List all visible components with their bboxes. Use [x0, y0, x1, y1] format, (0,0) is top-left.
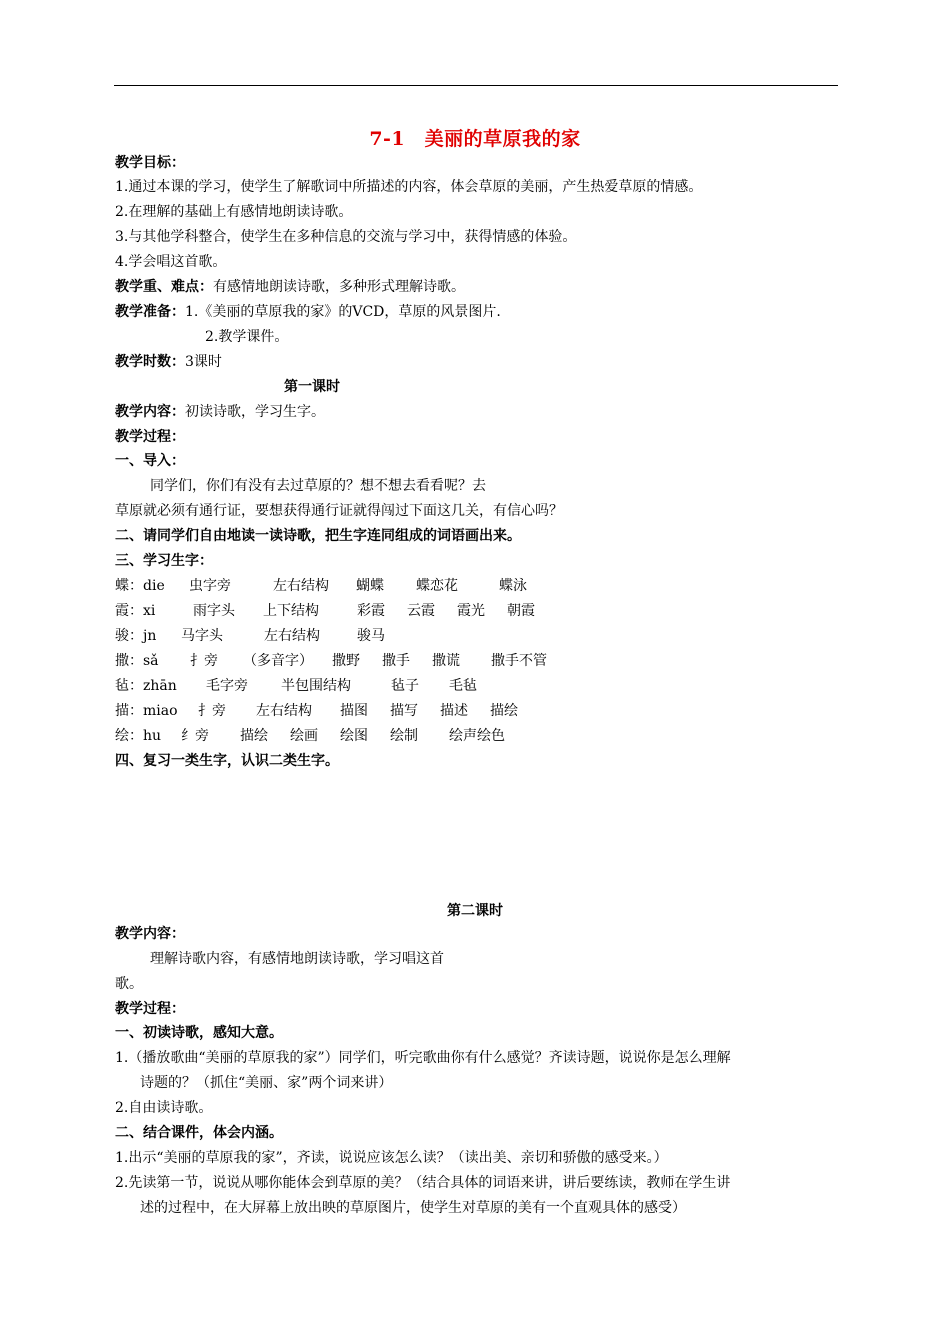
- char-cell: 扌旁: [190, 653, 218, 669]
- lesson1-content-line: [115, 402, 325, 422]
- goal-item-4: 4.学会唱这首歌。: [115, 254, 227, 270]
- char-cell: 绘声绘色: [449, 728, 505, 744]
- char-cell: 描绘: [490, 703, 518, 719]
- char-cell: 描写: [390, 703, 418, 719]
- lesson1-step-4: 四、复习一类生字，认识二类生字。: [115, 753, 339, 769]
- goals-label: 教学目标：: [115, 155, 185, 171]
- char-cell: 撒：sǎ: [115, 653, 159, 669]
- key-points-line: [115, 277, 465, 297]
- char-cell: 撒手不管: [491, 653, 547, 669]
- char-cell: 云霞: [407, 603, 435, 619]
- char-cell: 绘：hu: [115, 728, 162, 744]
- preparation-item-2: 2.教学课件。: [205, 329, 289, 345]
- char-cell: 蝴蝶: [356, 578, 384, 594]
- lesson1-intro-line-2: 草原就必须有通行证，要想获得通行证就得闯过下面这几关，有信心吗？: [115, 503, 563, 519]
- char-cell: 毡：zhān: [115, 678, 177, 694]
- char-cell: 蝶恋花: [416, 578, 458, 594]
- char-cell: 雨字头: [193, 603, 235, 619]
- char-cell: 撒手: [382, 653, 410, 669]
- char-cell: 霞：xi: [115, 603, 156, 619]
- hours-text: 3课时: [185, 354, 222, 370]
- char-cell: （多音字）: [243, 653, 313, 669]
- goal-item-3: 3.与其他学科整合，使学生在多种信息的交流与学习中，获得情感的体验。: [115, 229, 577, 245]
- header-rule: [114, 85, 838, 86]
- goal-item-2: 2.在理解的基础上有感情地朗读诗歌。: [115, 204, 353, 220]
- char-cell: 虫字旁: [189, 578, 231, 594]
- document-title: 7-1 美丽的草原我的家: [369, 128, 581, 150]
- char-cell: 毛毡: [449, 678, 477, 694]
- char-cell: 蝶：die: [115, 578, 165, 594]
- char-cell: 骏马: [357, 628, 385, 644]
- lesson1-intro-heading: 一、导入：: [115, 453, 185, 469]
- lesson1-heading: 第一课时: [284, 379, 340, 395]
- lesson2-s2-item-2b: 述的过程中，在大屏幕上放出映的草原图片，使学生对草原的美有一个直观具体的感受）: [140, 1200, 686, 1216]
- char-cell: 彩霞: [357, 603, 385, 619]
- hours-line: [115, 352, 222, 372]
- char-cell: 描绘: [240, 728, 268, 744]
- char-cell: 左右结构: [256, 703, 312, 719]
- lesson1-content-label: 教学内容：: [115, 404, 185, 420]
- lesson1-intro-line-1: 同学们，你们有没有去过草原的？想不想去看看呢？去: [150, 478, 486, 494]
- lesson2-heading: 第二课时: [447, 903, 503, 919]
- preparation-label: 教学准备：: [115, 304, 185, 320]
- char-cell: 朝霞: [507, 603, 535, 619]
- lesson1-step-3: 三、学习生字：: [115, 553, 213, 569]
- preparation-line: [115, 302, 501, 322]
- char-cell: 描图: [340, 703, 368, 719]
- char-cell: 绘画: [290, 728, 318, 744]
- lesson2-s1-item-1b: 诗题的？（抓住“美丽、家”两个词来讲）: [140, 1075, 393, 1091]
- char-cell: 扌旁: [198, 703, 226, 719]
- hours-label: 教学时数：: [115, 354, 185, 370]
- goal-item-1: 1.通过本课的学习，使学生了解歌词中所描述的内容，体会草原的美丽，产生热爱草原的情感。: [115, 179, 703, 195]
- char-cell: 绘制: [390, 728, 418, 744]
- lesson2-section-2-heading: 二、结合课件，体会内涵。: [115, 1125, 283, 1141]
- lesson2-section-1-heading: 一、初读诗歌，感知大意。: [115, 1025, 283, 1041]
- preparation-item-1: 1.《美丽的草原我的家》的VCD，草原的风景图片.: [185, 304, 501, 320]
- lesson2-content-line-1: 理解诗歌内容，有感情地朗读诗歌，学习唱这首: [150, 951, 444, 967]
- char-cell: 绘图: [340, 728, 368, 744]
- lesson2-process-label: 教学过程：: [115, 1001, 185, 1017]
- key-points-text: 有感情地朗读诗歌，多种形式理解诗歌。: [213, 279, 465, 295]
- char-cell: 上下结构: [263, 603, 319, 619]
- char-cell: 半包围结构: [281, 678, 351, 694]
- char-cell: 撒谎: [432, 653, 460, 669]
- char-cell: 左右结构: [273, 578, 329, 594]
- lesson2-s2-item-1: 1.出示“美丽的草原我的家”，齐读，说说应该怎么读？（读出美、亲切和骄傲的感受来。）: [115, 1150, 668, 1166]
- char-cell: 蝶泳: [499, 578, 527, 594]
- char-cell: 左右结构: [264, 628, 320, 644]
- lesson1-step-2: 二、请同学们自由地读一读诗歌，把生字连同组成的词语画出来。: [115, 528, 521, 544]
- char-cell: 毡子: [391, 678, 419, 694]
- char-cell: 骏：jn: [115, 628, 157, 644]
- char-cell: 纟旁: [181, 728, 209, 744]
- lesson1-content-text: 初读诗歌，学习生字。: [185, 404, 325, 420]
- char-cell: 描：miao: [115, 703, 178, 719]
- lesson2-s1-item-2: 2.自由读诗歌。: [115, 1100, 213, 1116]
- char-cell: 马字头: [181, 628, 223, 644]
- lesson2-content-label: 教学内容：: [115, 926, 185, 942]
- char-cell: 描述: [440, 703, 468, 719]
- lesson2-s1-item-1a: 1.（播放歌曲“美丽的草原我的家”）同学们，听完歌曲你有什么感觉？齐读诗题，说说你是怎么理解: [115, 1050, 731, 1066]
- key-points-label: 教学重、难点：: [115, 279, 213, 295]
- lesson2-s2-item-2a: 2.先读第一节，说说从哪你能体会到草原的美？（结合具体的词语来讲，讲后要练读，教师在学生讲: [115, 1175, 731, 1191]
- lesson2-content-line-2: 歌。: [115, 976, 143, 992]
- char-cell: 撒野: [332, 653, 360, 669]
- lesson1-process-label: 教学过程：: [115, 429, 185, 445]
- char-cell: 毛字旁: [206, 678, 248, 694]
- char-cell: 霞光: [457, 603, 485, 619]
